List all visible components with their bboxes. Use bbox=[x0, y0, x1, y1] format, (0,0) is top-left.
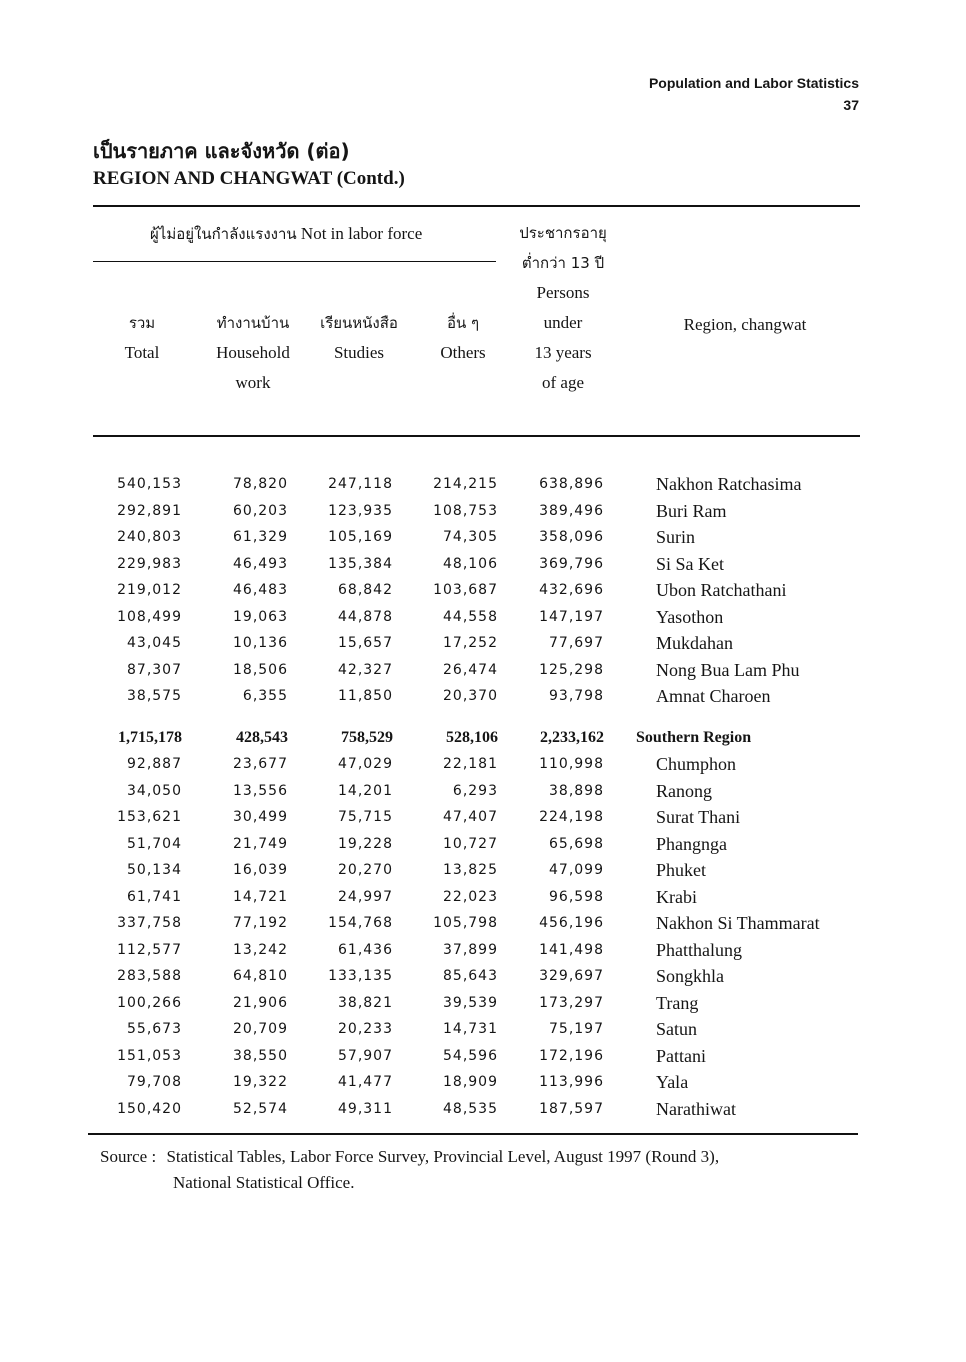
col-others-english: Others bbox=[440, 343, 486, 362]
table-cell-others: 6,293 bbox=[452, 782, 498, 799]
table-cell-total: 151,053 bbox=[117, 1047, 182, 1064]
col-header-others bbox=[422, 308, 504, 368]
changwat-name: Amnat Charoen bbox=[656, 686, 771, 706]
table-cell-under13: 369,796 bbox=[539, 555, 604, 572]
page-number: 37 bbox=[843, 97, 859, 113]
table-cell-studies: 57,907 bbox=[338, 1047, 393, 1064]
table-cell-total: 55,673 bbox=[127, 1021, 182, 1037]
changwat-name: Yala bbox=[656, 1072, 689, 1092]
table-cell-total: 283,588 bbox=[117, 968, 182, 984]
table-cell-household: 77,192 bbox=[233, 915, 288, 931]
table-cell-total: 240,803 bbox=[117, 529, 182, 545]
table-cell-under13: 358,096 bbox=[539, 529, 604, 545]
table-cell-household: 14,721 bbox=[233, 888, 288, 905]
table-cell-total: 150,420 bbox=[117, 1100, 182, 1117]
table-cell-studies: 135,384 bbox=[328, 555, 393, 572]
table-cell-household: 46,483 bbox=[233, 582, 288, 598]
table-cell-household: 18,506 bbox=[233, 661, 288, 678]
changwat-name: Nakhon Ratchasima bbox=[656, 474, 802, 494]
changwat-name: Songkhla bbox=[656, 966, 725, 986]
changwat-name: Ranong bbox=[656, 780, 712, 801]
table-cell-others: 48,535 bbox=[443, 1100, 498, 1117]
table-cell-under13: 224,198 bbox=[539, 809, 604, 825]
table-cell-studies: 247,118 bbox=[328, 476, 393, 492]
changwat-name: Phuket bbox=[656, 860, 707, 880]
table-cell-under13: 75,197 bbox=[549, 1021, 604, 1037]
col-header-persons-under13 bbox=[506, 218, 620, 398]
changwat-name: Ubon Ratchathani bbox=[656, 580, 787, 600]
table-cell-under13: 389,496 bbox=[539, 502, 604, 519]
top-rule bbox=[93, 205, 860, 207]
group-rule bbox=[93, 261, 496, 262]
table-cell-household: 10,136 bbox=[233, 635, 288, 651]
table-cell-total: 38,575 bbox=[127, 688, 182, 704]
table-cell-under13: 125,298 bbox=[539, 661, 604, 678]
changwat-name: Yasothon bbox=[656, 606, 724, 627]
table-cell-under13: 329,697 bbox=[539, 968, 604, 984]
table-cell-household: 64,810 bbox=[233, 968, 288, 984]
table-cell-studies: 47,029 bbox=[338, 756, 393, 772]
bottom-rule bbox=[88, 1133, 858, 1135]
changwat-name: Trang bbox=[656, 992, 699, 1013]
changwat-name: Narathiwat bbox=[656, 1098, 736, 1119]
changwat-name: Pattani bbox=[656, 1045, 706, 1066]
table-cell-total: 100,266 bbox=[117, 994, 182, 1011]
table-cell-under13: 456,196 bbox=[539, 915, 604, 931]
col-under13-english-2: under bbox=[543, 313, 583, 332]
header-bottom-rule bbox=[93, 435, 860, 437]
table-cell-household: 13,242 bbox=[233, 941, 288, 958]
table-cell-household: 20,709 bbox=[233, 1021, 288, 1037]
table-cell-under13: 110,998 bbox=[539, 756, 604, 772]
table-cell-others: 20,370 bbox=[443, 688, 498, 704]
table-cell-others: 214,215 bbox=[433, 476, 498, 492]
table-cell-studies: 68,842 bbox=[338, 582, 393, 598]
table-cell-studies: 42,327 bbox=[338, 661, 393, 678]
col-under13-english-1: Persons bbox=[536, 283, 590, 302]
col-header-studies bbox=[308, 308, 410, 368]
table-title-thai: เป็นรายภาค และจังหวัด (ต่อ) bbox=[93, 139, 350, 163]
table-cell-studies: 123,935 bbox=[328, 502, 393, 519]
table-cell-under13: 2,233,162 bbox=[540, 728, 604, 746]
col-household-thai: ทำงานบ้าน bbox=[216, 314, 290, 332]
table-cell-total: 112,577 bbox=[117, 941, 182, 958]
table-cell-under13: 47,099 bbox=[549, 862, 604, 878]
table-cell-others: 26,474 bbox=[443, 661, 498, 678]
table-cell-household: 61,329 bbox=[233, 529, 288, 545]
changwat-name: Surin bbox=[656, 527, 696, 547]
table-cell-under13: 432,696 bbox=[539, 582, 604, 598]
changwat-name: Phangnga bbox=[656, 833, 727, 854]
table-cell-total: 43,045 bbox=[127, 635, 182, 651]
col-under13-thai-1: ประชากรอายุ bbox=[519, 224, 607, 242]
table-cell-others: 14,731 bbox=[443, 1021, 498, 1037]
table-cell-studies: 154,768 bbox=[328, 915, 393, 931]
table-cell-household: 19,322 bbox=[233, 1074, 288, 1090]
table-cell-others: 13,825 bbox=[443, 862, 498, 878]
table-cell-others: 48,106 bbox=[443, 555, 498, 572]
table-cell-others: 85,643 bbox=[443, 968, 498, 984]
changwat-name: Nong Bua Lam Phu bbox=[656, 659, 800, 680]
col-total-english: Total bbox=[124, 343, 160, 362]
table-cell-under13: 96,598 bbox=[549, 888, 604, 905]
table-cell-total: 92,887 bbox=[127, 756, 182, 772]
table-cell-total: 540,153 bbox=[117, 476, 182, 492]
table-cell-under13: 38,898 bbox=[549, 782, 604, 799]
table-cell-studies: 133,135 bbox=[328, 968, 393, 984]
running-header-title: Population and Labor Statistics bbox=[648, 75, 859, 91]
table-cell-under13: 77,697 bbox=[549, 635, 604, 651]
changwat-name: Nakhon Si Thammarat bbox=[656, 913, 820, 933]
group-header-english: Not in labor force bbox=[300, 224, 423, 243]
col-header-household bbox=[198, 308, 308, 398]
table-cell-household: 46,493 bbox=[233, 555, 288, 572]
table-cell-household: 6,355 bbox=[242, 688, 288, 704]
col-header-total bbox=[102, 308, 182, 368]
table-cell-total: 108,499 bbox=[117, 608, 182, 625]
table-cell-studies: 20,233 bbox=[338, 1021, 393, 1037]
col-under13-english-4: of age bbox=[541, 373, 584, 392]
table-cell-total: 34,050 bbox=[127, 782, 182, 799]
table-cell-under13: 113,996 bbox=[539, 1074, 604, 1090]
table-cell-others: 528,106 bbox=[446, 728, 498, 746]
table-cell-studies: 758,529 bbox=[341, 728, 393, 746]
table-cell-studies: 41,477 bbox=[338, 1074, 393, 1090]
table-title-english: REGION AND CHANGWAT (Contd.) bbox=[93, 168, 405, 189]
table-cell-studies: 11,850 bbox=[338, 688, 393, 704]
table-cell-under13: 93,798 bbox=[549, 688, 604, 704]
table-cell-household: 60,203 bbox=[233, 502, 288, 519]
table-cell-household: 52,574 bbox=[233, 1100, 288, 1117]
source-label: Source : bbox=[100, 1147, 157, 1166]
table-cell-studies: 14,201 bbox=[338, 782, 393, 799]
table-cell-total: 79,708 bbox=[127, 1074, 182, 1090]
region-name: Southern Region bbox=[636, 728, 752, 746]
table-cell-total: 153,621 bbox=[117, 809, 182, 825]
table-cell-total: 50,134 bbox=[127, 862, 182, 878]
table-cell-studies: 19,228 bbox=[338, 835, 393, 852]
table-cell-household: 21,906 bbox=[233, 994, 288, 1011]
table-cell-studies: 20,270 bbox=[338, 862, 393, 878]
col-household-english-2: work bbox=[235, 373, 271, 392]
table-cell-household: 30,499 bbox=[233, 809, 288, 825]
table-cell-others: 105,798 bbox=[433, 915, 498, 931]
table-cell-under13: 147,197 bbox=[539, 608, 604, 625]
table-cell-studies: 24,997 bbox=[338, 888, 393, 905]
table-cell-total: 87,307 bbox=[127, 661, 182, 678]
table-cell-household: 21,749 bbox=[233, 835, 288, 852]
changwat-name: Mukdahan bbox=[656, 633, 733, 653]
col-studies-english: Studies bbox=[333, 343, 385, 362]
table-cell-household: 13,556 bbox=[233, 782, 288, 799]
table-cell-household: 78,820 bbox=[233, 476, 288, 492]
source-line-1: Statistical Tables, Labor Force Survey, Provincial Level, August 1997 (Round 3), bbox=[166, 1147, 720, 1166]
col-under13-english-3: 13 years bbox=[534, 343, 592, 362]
col-others-thai: อื่น ๆ bbox=[446, 314, 480, 332]
table-cell-others: 44,558 bbox=[443, 608, 498, 625]
table-cell-under13: 65,698 bbox=[549, 835, 604, 852]
table-cell-studies: 15,657 bbox=[338, 635, 393, 651]
col-region-english: Region, changwat bbox=[683, 315, 807, 334]
changwat-name: Krabi bbox=[656, 886, 697, 907]
table-cell-under13: 172,196 bbox=[539, 1047, 604, 1064]
changwat-name: Phatthalung bbox=[656, 939, 742, 960]
table-cell-household: 428,543 bbox=[236, 728, 288, 746]
table-cell-others: 54,596 bbox=[443, 1047, 498, 1064]
table-cell-others: 22,181 bbox=[443, 756, 498, 772]
table-cell-total: 61,741 bbox=[127, 888, 182, 905]
table-cell-household: 19,063 bbox=[233, 608, 288, 625]
table-cell-others: 22,023 bbox=[443, 888, 498, 905]
table-cell-others: 18,909 bbox=[443, 1074, 498, 1090]
changwat-name: Satun bbox=[656, 1019, 698, 1039]
table-cell-others: 10,727 bbox=[443, 835, 498, 852]
table-cell-household: 16,039 bbox=[233, 862, 288, 878]
table-cell-others: 108,753 bbox=[433, 502, 498, 519]
table-cell-total: 51,704 bbox=[127, 835, 182, 852]
table-cell-studies: 38,821 bbox=[338, 994, 393, 1011]
col-household-english-1: Household bbox=[216, 343, 290, 362]
table-cell-under13: 638,896 bbox=[539, 476, 604, 492]
table-cell-studies: 105,169 bbox=[328, 529, 393, 545]
source-line-2: National Statistical Office. bbox=[173, 1173, 355, 1192]
not-in-labor-force-header bbox=[150, 222, 422, 246]
table-cell-under13: 173,297 bbox=[539, 994, 604, 1011]
table-cell-others: 103,687 bbox=[433, 582, 498, 598]
table-cell-household: 23,677 bbox=[233, 756, 288, 772]
table-cell-others: 74,305 bbox=[443, 529, 498, 545]
changwat-name: Chumphon bbox=[656, 754, 737, 774]
table-cell-under13: 187,597 bbox=[539, 1100, 604, 1117]
table-cell-others: 39,539 bbox=[443, 994, 498, 1011]
group-header-thai: ผู้ไม่อยู่ในกำลังแรงงาน bbox=[150, 225, 297, 243]
table-cell-total: 229,983 bbox=[117, 555, 182, 572]
table-cell-total: 337,758 bbox=[117, 915, 182, 931]
col-studies-thai: เรียนหนังสือ bbox=[320, 314, 398, 332]
table-cell-others: 17,252 bbox=[443, 635, 498, 651]
table-cell-studies: 61,436 bbox=[338, 941, 393, 958]
table-cell-total: 1,715,178 bbox=[118, 728, 182, 746]
table-cell-studies: 49,311 bbox=[338, 1100, 393, 1117]
table-cell-studies: 75,715 bbox=[338, 809, 393, 825]
table-cell-total: 219,012 bbox=[117, 582, 182, 598]
changwat-name: Buri Ram bbox=[656, 500, 727, 521]
col-under13-thai-2: ต่ำกว่า 13 ปี bbox=[521, 254, 605, 272]
source-note bbox=[100, 1144, 719, 1196]
col-header-region bbox=[660, 310, 830, 340]
changwat-name: Surat Thani bbox=[656, 807, 741, 827]
table-cell-others: 47,407 bbox=[443, 809, 498, 825]
table-cell-total: 292,891 bbox=[117, 502, 182, 519]
table-cell-studies: 44,878 bbox=[338, 608, 393, 625]
table-cell-under13: 141,498 bbox=[539, 941, 604, 958]
col-total-thai: รวม bbox=[128, 314, 156, 332]
table-cell-others: 37,899 bbox=[443, 941, 498, 958]
changwat-name: Si Sa Ket bbox=[656, 553, 725, 574]
table-cell-household: 38,550 bbox=[233, 1047, 288, 1064]
